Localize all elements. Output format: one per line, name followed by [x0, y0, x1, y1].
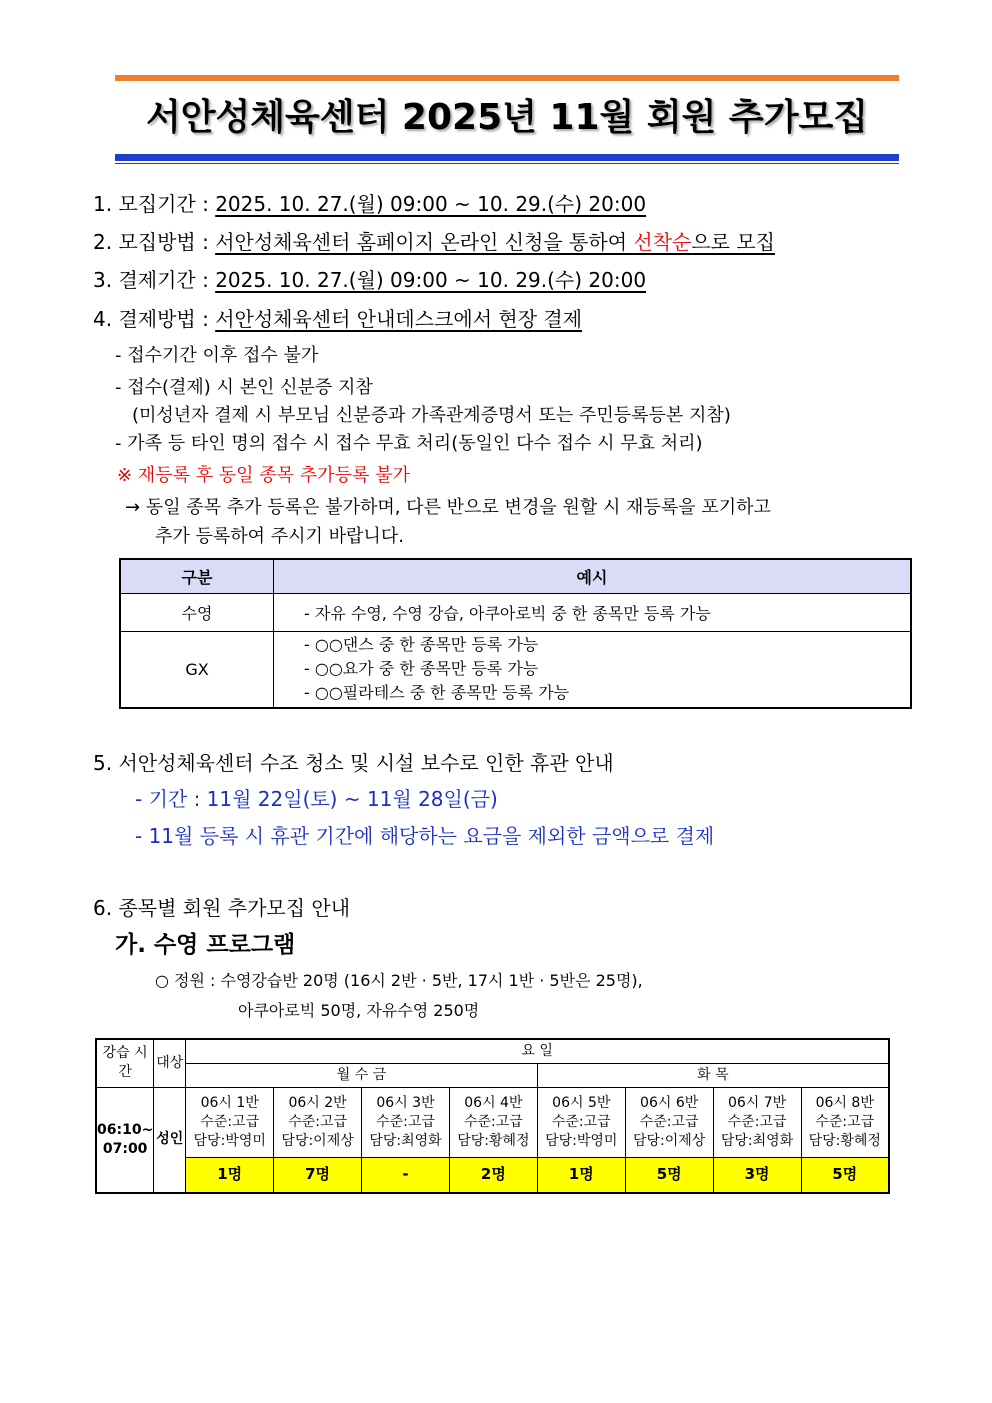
- note: - 접수기간 이후 접수 불가: [115, 345, 319, 366]
- item-recruit-period: [93, 190, 646, 218]
- class-target: 성인: [154, 1087, 186, 1193]
- class-info: [625, 1087, 713, 1157]
- arrow-note-cont: 추가 등록하여 주시기 바랍니다.: [155, 526, 404, 547]
- class-name: 06시 2반: [288, 1094, 347, 1111]
- open-slots: 7명: [274, 1157, 362, 1193]
- swim-program-subtitle: 가. 수영 프로그램: [115, 932, 296, 958]
- table-row: [96, 1157, 889, 1193]
- table-cell: - 자유 수영, 수영 강습, 아쿠아로빅 중 한 종목만 등록 가능: [274, 594, 912, 632]
- open-slots: 5명: [801, 1157, 889, 1193]
- header-tue-thu: 화 목: [537, 1063, 889, 1087]
- class-info: [362, 1087, 450, 1157]
- class-coach: 담당:박영미: [545, 1132, 618, 1149]
- note: (미성년자 결제 시 부모님 신분증과 가족관계증명서 또는 주민등록등본 지참): [132, 405, 731, 426]
- closure-period: - 기간 : 11월 22일(토) ~ 11월 28일(금): [135, 787, 498, 811]
- item-payment-period: [93, 266, 646, 294]
- class-info: [186, 1087, 274, 1157]
- arrow-note: → 동일 종목 추가 등록은 불가하며, 다른 반으로 변경을 원할 시 재등록을 포기하고: [125, 497, 771, 518]
- table-cell-line: - ○○필라테스 중 한 종목만 등록 가능: [304, 683, 570, 703]
- item-value: 2025. 10. 27.(월) 09:00 ~ 10. 29.(수) 20:00: [215, 268, 647, 292]
- open-slots: 5명: [625, 1157, 713, 1193]
- page-title: 서안성체육센터 2025년 11월 회원 추가모집: [145, 97, 869, 138]
- class-name: 06시 5반: [552, 1094, 611, 1111]
- item-label: 4. 결제방법 :: [93, 307, 216, 331]
- class-coach: 담당:박영미: [193, 1132, 266, 1149]
- class-info: [274, 1087, 362, 1157]
- item-recruit-method: [93, 228, 775, 256]
- class-name: 06시 8반: [815, 1094, 874, 1111]
- item-value: 서안성체육센터 홈페이지 온라인 신청을 통하여: [215, 230, 634, 254]
- class-coach: 담당:이제상: [632, 1132, 706, 1149]
- table-header: 예시: [274, 559, 912, 594]
- table-cell-line: - ○○요가 중 한 종목만 등록 가능: [304, 659, 539, 679]
- table-cell: [274, 632, 912, 708]
- header-days: 요 일: [186, 1039, 889, 1063]
- table-row: [96, 1087, 889, 1157]
- class-coach: 담당:황혜정: [808, 1132, 881, 1149]
- open-slots: 1명: [537, 1157, 625, 1193]
- section6-title: 6. 종목별 회원 추가모집 안내: [93, 896, 351, 920]
- title-bottom-thin-rule: [115, 163, 899, 164]
- class-name: 06시 1반: [200, 1094, 259, 1111]
- class-info: [537, 1087, 625, 1157]
- open-slots: 2명: [449, 1157, 537, 1193]
- open-slots: -: [362, 1157, 450, 1193]
- class-name: 06시 3반: [376, 1094, 435, 1111]
- table-row: [120, 632, 911, 708]
- title-top-rule: [115, 75, 899, 81]
- item-label: 2. 모집방법 :: [93, 230, 216, 254]
- class-name: 06시 6반: [640, 1094, 699, 1111]
- first-come-highlight: 선착순: [633, 230, 692, 254]
- class-level: 수준:고급: [376, 1113, 435, 1130]
- item-label: 1. 모집기간 :: [93, 192, 216, 216]
- item-value: 서안성체육센터 안내데스크에서 현장 결제: [215, 307, 583, 331]
- header-mon-wed-fri: 월 수 금: [186, 1063, 538, 1087]
- item-payment-method: [93, 305, 582, 333]
- table-header: 구분: [120, 559, 274, 594]
- class-info: [449, 1087, 537, 1157]
- class-coach: 담당:최영화: [369, 1132, 442, 1149]
- note: - 접수(결제) 시 본인 신분증 지참: [115, 377, 373, 398]
- class-info: [713, 1087, 801, 1157]
- note: - 가족 등 타인 명의 접수 시 접수 무효 처리(동일인 다수 접수 시 무효 처리): [115, 433, 703, 454]
- class-name: 06시 4반: [464, 1094, 523, 1111]
- class-info: [801, 1087, 889, 1157]
- class-level: 수준:고급: [551, 1113, 611, 1130]
- table-row: [120, 594, 911, 632]
- item-label: 3. 결제기간 :: [93, 268, 216, 292]
- capacity-note-cont: 아쿠아로빅 50명, 자유수영 250명: [238, 1001, 480, 1020]
- class-name: 06시 7반: [727, 1094, 787, 1111]
- item-value: 으로 모집: [691, 230, 775, 254]
- open-slots: 3명: [713, 1157, 801, 1193]
- header-target: 대상: [154, 1039, 186, 1087]
- class-coach: 담당:최영화: [720, 1132, 794, 1149]
- table-cell: 수영: [120, 594, 274, 632]
- class-level: 수준:고급: [815, 1113, 875, 1130]
- class-level: 수준:고급: [200, 1113, 260, 1130]
- capacity-note: ○ 정원 : 수영강습반 20명 (16시 2반 · 5반, 17시 1반 · 5반은 25명),: [155, 971, 643, 990]
- class-level: 수준:고급: [463, 1113, 523, 1130]
- closure-payment-note: - 11월 등록 시 휴관 기간에 해당하는 요금을 제외한 금액으로 결제: [135, 824, 715, 848]
- swim-schedule-table: [95, 1038, 890, 1194]
- table-cell-line: - ○○댄스 중 한 종목만 등록 가능: [304, 635, 539, 655]
- class-level: 수준:고급: [727, 1113, 787, 1130]
- class-coach: 담당:황혜정: [457, 1132, 530, 1149]
- table-cell: GX: [120, 632, 274, 708]
- warning-note: ※ 재등록 후 동일 종목 추가등록 불가: [117, 465, 410, 486]
- class-level: 수준:고급: [639, 1113, 699, 1130]
- title-bottom-rule: [115, 154, 899, 161]
- section5-title: 5. 서안성체육센터 수조 청소 및 시설 보수로 인한 휴관 안내: [93, 751, 614, 775]
- class-time: 06:10~ 07:00: [96, 1087, 154, 1193]
- example-table: [119, 558, 912, 709]
- item-value: 2025. 10. 27.(월) 09:00 ~ 10. 29.(수) 20:00: [215, 192, 647, 216]
- open-slots: 1명: [186, 1157, 274, 1193]
- header-time: 강습 시간: [96, 1039, 154, 1087]
- class-coach: 담당:이제상: [281, 1132, 354, 1149]
- class-level: 수준:고급: [288, 1113, 348, 1130]
